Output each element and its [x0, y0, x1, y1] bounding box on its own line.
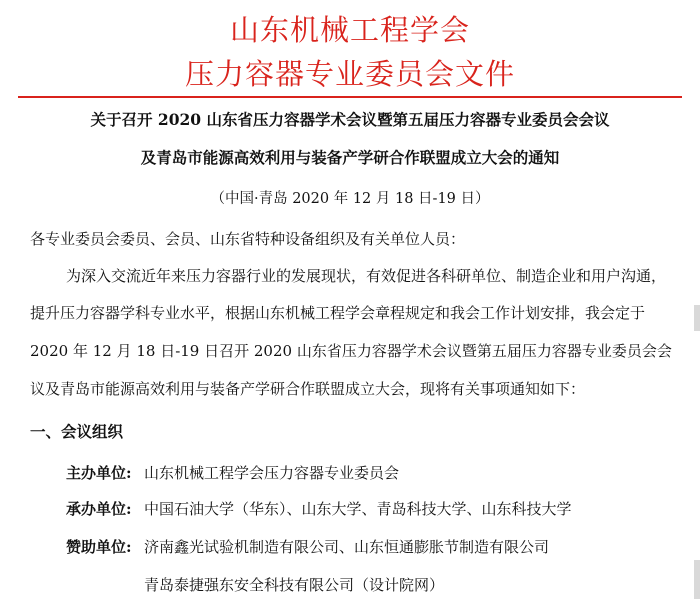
host-unit-row	[66, 462, 399, 483]
scrollbar-fragment-upper	[694, 305, 700, 331]
notice-subject-line-1: 关于召开 2020 山东省压力容器学术会议暨第五届压力容器专业委员会会议	[90, 110, 610, 129]
sponsor-unit-value-1: 济南鑫光试验机制造有限公司、山东恒通膨胀节制造有限公司	[144, 538, 550, 556]
undertaking-unit-label: 承办单位:	[66, 500, 132, 518]
paragraph-line-2: 提升压力容器学科专业水平，根据山东机械工程学会章程规定和我会工作计划安排，我会定于	[30, 304, 646, 322]
paragraph-line-3: 2020 年 12 月 18 日-19 日召开 2020 山东省压力容器学术会议暨第五届压力容器专业委员会会	[30, 342, 672, 360]
sponsor-unit-label: 赞助单位:	[66, 538, 132, 556]
undertaking-unit-row	[66, 498, 572, 519]
paragraph-line-1: 为深入交流近年来压力容器行业的发展现状，有效促进各科研单位、制造企业和用户沟通，	[66, 267, 667, 285]
org-name-heading: 山东机械工程学会	[229, 13, 470, 47]
host-unit-value: 山东机械工程学会压力容器专业委员会	[144, 464, 400, 482]
notice-date-location: （中国·青岛 2020 年 12 月 18 日-19 日）	[210, 191, 490, 207]
greeting-line: 各专业委员会委员、会员、山东省特种设备组织及有关单位人员：	[30, 230, 466, 248]
sponsor-unit-value-2: 青岛泰捷强东安全科技有限公司（设计院网）	[144, 576, 445, 594]
host-unit-label: 主办单位:	[66, 464, 132, 482]
header-red-rule	[18, 96, 682, 98]
paragraph-line-4: 议及青岛市能源高效利用与装备产学研合作联盟成立大会，现将有关事项通知如下：	[30, 380, 586, 398]
doc-type-heading: 压力容器专业委员会文件	[184, 57, 515, 91]
scrollbar-fragment-lower	[694, 560, 700, 599]
notice-subject-line-2: 及青岛市能源高效利用与装备产学研合作联盟成立大会的通知	[140, 148, 560, 167]
sponsor-unit-row	[66, 536, 549, 557]
section-heading-organization: 一、会议组织	[30, 422, 124, 441]
undertaking-unit-value: 中国石油大学（华东）、山东大学、青岛科技大学、山东科技大学	[144, 500, 572, 518]
